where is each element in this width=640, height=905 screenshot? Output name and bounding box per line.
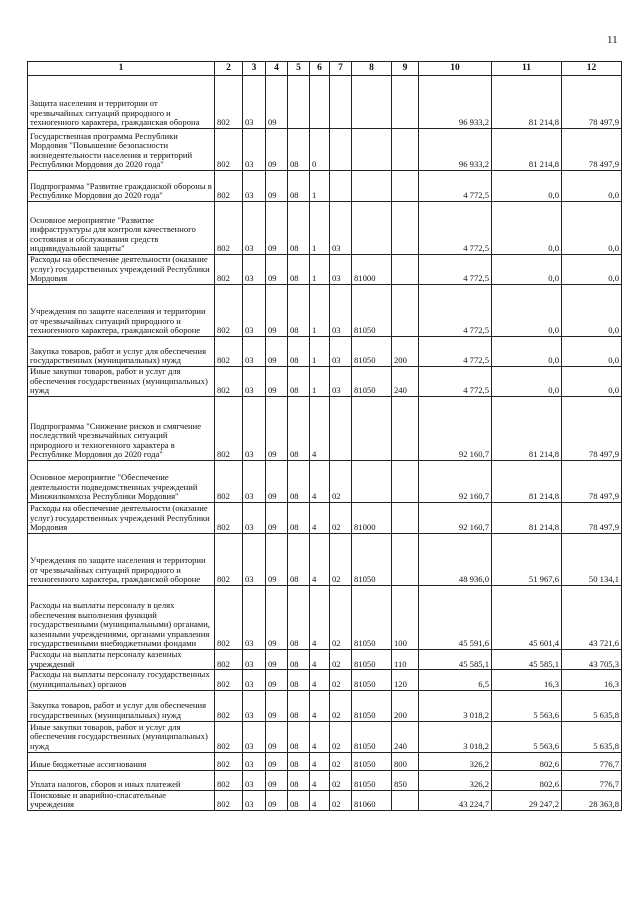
cell-expense-type: 850 [392, 770, 419, 790]
cell-direction: 81000 [352, 255, 392, 285]
cell-admin-code: 802 [215, 770, 243, 790]
cell-value-col11: 29 247,2 [492, 790, 562, 810]
cell-value-col11: 5 563,6 [492, 721, 562, 752]
cell-program: 08 [288, 752, 310, 770]
table-row [28, 650, 622, 670]
cell-section: 03 [243, 255, 266, 285]
cell-program: 08 [288, 586, 310, 650]
cell-activity: 02 [330, 752, 352, 770]
cell-value-col11: 5 563,6 [492, 690, 562, 721]
row-name: Уплата налогов, сборов и иных платежей [28, 770, 215, 790]
cell-expense-type [392, 171, 419, 202]
cell-value-col12: 0,0 [562, 255, 622, 285]
cell-subsection: 09 [266, 670, 288, 690]
cell-program: 08 [288, 503, 310, 534]
cell-value-col11: 45 601,4 [492, 586, 562, 650]
cell-admin-code: 802 [215, 790, 243, 810]
cell-value-col10: 4 772,5 [419, 285, 492, 337]
cell-direction: 81050 [352, 650, 392, 670]
row-name: Учреждения по защите населения и территории от чрезвычайных ситуаций природного и техногенного характера, гражданской обороне [28, 534, 215, 586]
cell-expense-type [392, 285, 419, 337]
cell-value-col10: 4 772,5 [419, 367, 492, 397]
cell-value-col10: 4 772,5 [419, 171, 492, 202]
cell-subprogram: 1 [310, 171, 330, 202]
cell-value-col10: 45 585,1 [419, 650, 492, 670]
cell-value-col12: 776,7 [562, 752, 622, 770]
cell-admin-code: 802 [215, 171, 243, 202]
cell-program: 08 [288, 790, 310, 810]
cell-section: 03 [243, 770, 266, 790]
cell-value-col11: 81 214,8 [492, 397, 562, 461]
cell-expense-type: 240 [392, 721, 419, 752]
row-name: Основное мероприятие "Развитие инфраструктуры для контроля качественного состояния и обслуживания средств индивидуальной защиты" [28, 202, 215, 255]
cell-expense-type: 200 [392, 690, 419, 721]
cell-value-col10: 3 018,2 [419, 721, 492, 752]
row-name: Закупка товаров, работ и услуг для обеспечения государственных (муниципальных) нужд [28, 337, 215, 367]
row-name: Расходы на выплаты персоналу государственных (муниципальных) органов [28, 670, 215, 690]
cell-value-col11: 0,0 [492, 255, 562, 285]
cell-expense-type: 800 [392, 752, 419, 770]
cell-section: 03 [243, 367, 266, 397]
cell-activity: 02 [330, 670, 352, 690]
cell-value-col11: 16,3 [492, 670, 562, 690]
cell-direction: 81050 [352, 721, 392, 752]
cell-value-col10: 6,5 [419, 670, 492, 690]
cell-direction [352, 397, 392, 461]
cell-subsection: 09 [266, 770, 288, 790]
cell-subprogram: 4 [310, 586, 330, 650]
cell-value-col12: 43 721,6 [562, 586, 622, 650]
cell-value-col10: 92 160,7 [419, 503, 492, 534]
table-row [28, 285, 622, 337]
cell-admin-code: 802 [215, 586, 243, 650]
cell-section: 03 [243, 790, 266, 810]
cell-expense-type: 120 [392, 670, 419, 690]
cell-subprogram: 4 [310, 503, 330, 534]
table-row [28, 337, 622, 367]
cell-subsection: 09 [266, 397, 288, 461]
cell-section: 03 [243, 337, 266, 367]
cell-subsection: 09 [266, 534, 288, 586]
cell-program: 08 [288, 721, 310, 752]
cell-program: 08 [288, 337, 310, 367]
cell-value-col12: 776,7 [562, 770, 622, 790]
cell-admin-code: 802 [215, 337, 243, 367]
cell-expense-type [392, 76, 419, 129]
table-row [28, 770, 622, 790]
table-row [28, 202, 622, 255]
cell-value-col10: 3 018,2 [419, 690, 492, 721]
cell-activity: 02 [330, 461, 352, 503]
budget-table [27, 61, 622, 811]
column-header: 12 [562, 62, 622, 76]
cell-subprogram: 1 [310, 202, 330, 255]
cell-expense-type: 200 [392, 337, 419, 367]
column-header: 10 [419, 62, 492, 76]
cell-direction: 81050 [352, 670, 392, 690]
cell-section: 03 [243, 650, 266, 670]
cell-program: 08 [288, 255, 310, 285]
cell-subprogram: 1 [310, 337, 330, 367]
cell-subprogram: 1 [310, 255, 330, 285]
cell-section: 03 [243, 461, 266, 503]
cell-subsection: 09 [266, 76, 288, 129]
cell-value-col12: 0,0 [562, 202, 622, 255]
table-row [28, 171, 622, 202]
cell-admin-code: 802 [215, 255, 243, 285]
cell-direction: 81000 [352, 503, 392, 534]
cell-value-col11: 0,0 [492, 337, 562, 367]
cell-program: 08 [288, 650, 310, 670]
cell-subsection: 09 [266, 752, 288, 770]
cell-activity [330, 129, 352, 171]
cell-value-col11: 802,6 [492, 752, 562, 770]
cell-value-col11: 0,0 [492, 367, 562, 397]
cell-activity: 02 [330, 690, 352, 721]
cell-section: 03 [243, 690, 266, 721]
cell-value-col12: 0,0 [562, 171, 622, 202]
cell-program: 08 [288, 202, 310, 255]
cell-admin-code: 802 [215, 503, 243, 534]
table-row [28, 721, 622, 752]
column-header: 9 [392, 62, 419, 76]
row-name: Расходы на обеспечение деятельности (оказание услуг) государственных учреждений Республики Мордовия [28, 503, 215, 534]
cell-activity: 02 [330, 770, 352, 790]
table-row [28, 129, 622, 171]
cell-value-col10: 326,2 [419, 752, 492, 770]
cell-value-col12: 78 497,9 [562, 461, 622, 503]
cell-value-col10: 45 591,6 [419, 586, 492, 650]
cell-activity: 02 [330, 650, 352, 670]
cell-subprogram: 4 [310, 690, 330, 721]
cell-value-col11: 81 214,8 [492, 461, 562, 503]
cell-section: 03 [243, 534, 266, 586]
column-header: 3 [243, 62, 266, 76]
table-row [28, 461, 622, 503]
cell-expense-type: 100 [392, 586, 419, 650]
row-name: Защита населения и территории от чрезвычайных ситуаций природного и техногенного характера, гражданская оборона [28, 76, 215, 129]
table-row [28, 752, 622, 770]
cell-direction: 81050 [352, 367, 392, 397]
cell-admin-code: 802 [215, 76, 243, 129]
cell-subprogram: 0 [310, 129, 330, 171]
row-name: Учреждения по защите населения и территории от чрезвычайных ситуаций природного и техногенного характера, гражданской обороне [28, 285, 215, 337]
cell-value-col10: 4 772,5 [419, 202, 492, 255]
cell-section: 03 [243, 76, 266, 129]
cell-value-col12: 16,3 [562, 670, 622, 690]
cell-activity: 02 [330, 721, 352, 752]
cell-direction [352, 76, 392, 129]
cell-section: 03 [243, 202, 266, 255]
cell-program: 08 [288, 534, 310, 586]
column-header: 8 [352, 62, 392, 76]
cell-value-col11: 802,6 [492, 770, 562, 790]
cell-expense-type [392, 202, 419, 255]
cell-activity: 02 [330, 503, 352, 534]
cell-subsection: 09 [266, 503, 288, 534]
cell-expense-type [392, 790, 419, 810]
cell-subsection: 09 [266, 202, 288, 255]
row-name: Расходы на обеспечение деятельности (оказание услуг) государственных учреждений Республики Мордовия [28, 255, 215, 285]
page-number: 11 [607, 34, 618, 46]
cell-value-col10: 326,2 [419, 770, 492, 790]
table-row [28, 670, 622, 690]
cell-activity [330, 397, 352, 461]
row-name: Иные закупки товаров, работ и услуг для обеспечения государственных (муниципальных) нужд [28, 367, 215, 397]
cell-admin-code: 802 [215, 285, 243, 337]
cell-direction: 81050 [352, 690, 392, 721]
cell-activity [330, 76, 352, 129]
cell-subsection: 09 [266, 255, 288, 285]
cell-program: 08 [288, 171, 310, 202]
table-row [28, 503, 622, 534]
cell-program: 08 [288, 770, 310, 790]
cell-value-col12: 28 363,8 [562, 790, 622, 810]
table-row [28, 690, 622, 721]
cell-subprogram: 4 [310, 650, 330, 670]
cell-section: 03 [243, 670, 266, 690]
cell-section: 03 [243, 285, 266, 337]
cell-value-col10: 48 936,0 [419, 534, 492, 586]
row-name: Расходы на выплаты персоналу казенных учреждений [28, 650, 215, 670]
cell-program: 08 [288, 461, 310, 503]
row-name: Подпрограмма "Снижение рисков и смягчение последствий чрезвычайных ситуаций природного и техногенного характера в Республике Мордовия до 2020 года" [28, 397, 215, 461]
cell-value-col11: 81 214,8 [492, 503, 562, 534]
column-header: 1 [28, 62, 215, 76]
cell-section: 03 [243, 397, 266, 461]
cell-subprogram: 4 [310, 770, 330, 790]
cell-activity: 03 [330, 337, 352, 367]
cell-program: 08 [288, 690, 310, 721]
cell-subprogram: 4 [310, 790, 330, 810]
cell-subsection: 09 [266, 721, 288, 752]
cell-activity: 03 [330, 255, 352, 285]
cell-subprogram [310, 76, 330, 129]
cell-subsection: 09 [266, 129, 288, 171]
cell-value-col11: 81 214,8 [492, 76, 562, 129]
cell-activity: 02 [330, 790, 352, 810]
cell-admin-code: 802 [215, 690, 243, 721]
cell-subsection: 09 [266, 285, 288, 337]
cell-subprogram: 4 [310, 721, 330, 752]
cell-subsection: 09 [266, 171, 288, 202]
cell-admin-code: 802 [215, 534, 243, 586]
cell-value-col10: 43 224,7 [419, 790, 492, 810]
cell-direction: 81050 [352, 586, 392, 650]
column-header: 2 [215, 62, 243, 76]
cell-direction: 81050 [352, 770, 392, 790]
cell-value-col12: 0,0 [562, 367, 622, 397]
cell-value-col12: 78 497,9 [562, 397, 622, 461]
cell-admin-code: 802 [215, 202, 243, 255]
cell-value-col12: 0,0 [562, 285, 622, 337]
cell-subsection: 09 [266, 586, 288, 650]
cell-value-col12: 50 134,1 [562, 534, 622, 586]
cell-value-col10: 96 933,2 [419, 129, 492, 171]
cell-direction [352, 202, 392, 255]
cell-program [288, 76, 310, 129]
cell-subsection: 09 [266, 367, 288, 397]
cell-subprogram: 1 [310, 367, 330, 397]
cell-subprogram: 1 [310, 285, 330, 337]
cell-direction: 81050 [352, 534, 392, 586]
table-row [28, 790, 622, 810]
cell-expense-type [392, 397, 419, 461]
cell-program: 08 [288, 397, 310, 461]
cell-direction: 81050 [352, 285, 392, 337]
cell-direction [352, 461, 392, 503]
cell-program: 08 [288, 285, 310, 337]
cell-direction [352, 171, 392, 202]
cell-subsection: 09 [266, 790, 288, 810]
cell-expense-type: 240 [392, 367, 419, 397]
cell-direction: 81050 [352, 752, 392, 770]
row-name: Иные закупки товаров, работ и услуг для обеспечения государственных (муниципальных) нужд [28, 721, 215, 752]
cell-value-col11: 51 967,6 [492, 534, 562, 586]
column-header: 6 [310, 62, 330, 76]
cell-activity: 03 [330, 202, 352, 255]
cell-admin-code: 802 [215, 129, 243, 171]
cell-admin-code: 802 [215, 650, 243, 670]
cell-activity: 03 [330, 367, 352, 397]
header-row [28, 62, 622, 76]
row-name: Закупка товаров, работ и услуг для обеспечения государственных (муниципальных) нужд [28, 690, 215, 721]
cell-admin-code: 802 [215, 367, 243, 397]
cell-activity [330, 171, 352, 202]
row-name: Государственная программа Республики Мордовия "Повышение безопасности жизнедеятельности населения и территорий Республики Мордовия до 2020 года" [28, 129, 215, 171]
column-header: 7 [330, 62, 352, 76]
cell-value-col12: 5 635,8 [562, 721, 622, 752]
cell-admin-code: 802 [215, 397, 243, 461]
cell-expense-type [392, 129, 419, 171]
cell-direction: 81060 [352, 790, 392, 810]
column-header: 5 [288, 62, 310, 76]
cell-subprogram: 4 [310, 461, 330, 503]
cell-value-col10: 4 772,5 [419, 255, 492, 285]
cell-value-col12: 5 635,8 [562, 690, 622, 721]
cell-value-col12: 0,0 [562, 337, 622, 367]
cell-value-col10: 92 160,7 [419, 397, 492, 461]
cell-subsection: 09 [266, 690, 288, 721]
column-header: 11 [492, 62, 562, 76]
cell-subprogram: 4 [310, 670, 330, 690]
cell-program: 08 [288, 129, 310, 171]
cell-admin-code: 802 [215, 670, 243, 690]
cell-direction [352, 129, 392, 171]
cell-program: 08 [288, 367, 310, 397]
cell-expense-type [392, 503, 419, 534]
cell-subprogram: 4 [310, 752, 330, 770]
cell-direction: 81050 [352, 337, 392, 367]
cell-value-col10: 92 160,7 [419, 461, 492, 503]
row-name: Подпрограмма "Развитие гражданской обороны в Республике Мордовия до 2020 года" [28, 171, 215, 202]
table-row [28, 367, 622, 397]
row-name: Иные бюджетные ассигнования [28, 752, 215, 770]
cell-value-col11: 0,0 [492, 171, 562, 202]
cell-subprogram: 4 [310, 534, 330, 586]
column-header: 4 [266, 62, 288, 76]
cell-activity: 03 [330, 285, 352, 337]
cell-subsection: 09 [266, 461, 288, 503]
cell-section: 03 [243, 586, 266, 650]
cell-program: 08 [288, 670, 310, 690]
cell-admin-code: 802 [215, 721, 243, 752]
table-row [28, 76, 622, 129]
cell-expense-type: 110 [392, 650, 419, 670]
cell-section: 03 [243, 171, 266, 202]
cell-section: 03 [243, 129, 266, 171]
cell-expense-type [392, 255, 419, 285]
table-row [28, 534, 622, 586]
cell-section: 03 [243, 752, 266, 770]
cell-subprogram: 4 [310, 397, 330, 461]
row-name: Поисковые и аварийно-спасательные учреждения [28, 790, 215, 810]
cell-subsection: 09 [266, 650, 288, 670]
row-name: Основное мероприятие "Обеспечение деятельности подведомственных учреждений Минжилкомхоза Республики Мордовия" [28, 461, 215, 503]
cell-admin-code: 802 [215, 752, 243, 770]
cell-expense-type [392, 534, 419, 586]
table-row [28, 255, 622, 285]
row-name: Расходы на выплаты персоналу в целях обеспечения выполнения функций государственными (муниципальными) органами, казенными учреждениями, органами управления государственными внебюджетными фондами [28, 586, 215, 650]
cell-value-col12: 78 497,9 [562, 503, 622, 534]
cell-value-col10: 4 772,5 [419, 337, 492, 367]
cell-value-col12: 78 497,9 [562, 129, 622, 171]
cell-value-col11: 45 585,1 [492, 650, 562, 670]
cell-value-col11: 81 214,8 [492, 129, 562, 171]
cell-section: 03 [243, 721, 266, 752]
cell-activity: 02 [330, 586, 352, 650]
cell-value-col12: 78 497,9 [562, 76, 622, 129]
table-row [28, 586, 622, 650]
cell-value-col11: 0,0 [492, 285, 562, 337]
cell-value-col10: 96 933,2 [419, 76, 492, 129]
cell-value-col11: 0,0 [492, 202, 562, 255]
cell-activity: 02 [330, 534, 352, 586]
table-row [28, 397, 622, 461]
cell-section: 03 [243, 503, 266, 534]
cell-expense-type [392, 461, 419, 503]
cell-admin-code: 802 [215, 461, 243, 503]
cell-value-col12: 43 705,3 [562, 650, 622, 670]
cell-subsection: 09 [266, 337, 288, 367]
